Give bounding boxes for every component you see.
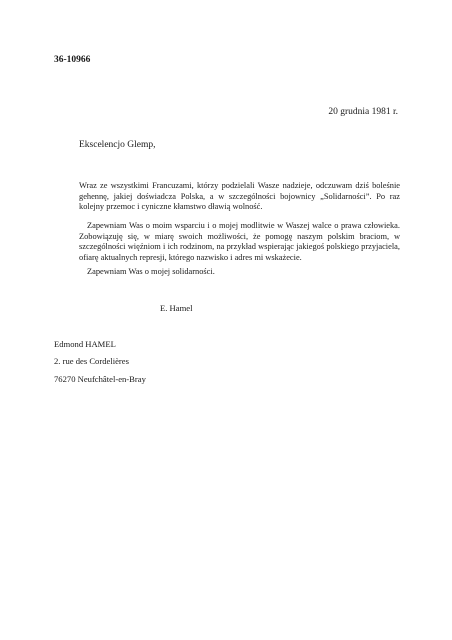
sender-name: Edmond HAMEL bbox=[54, 339, 116, 349]
letter-paragraph: Zapewniam Was o moim wsparciu i o mojej modlitwie w Waszej walce o prawa człowieka. Zobowiązuję się, w miarę swoich możliwości, że pomogę naszym polskim braciom, w szczególności więźniom i ich rodzinom, na przykład wspierając jakiegoś polskiego przyjaciela, ofiarę aktualnych represji, którego nazwisko i adres mi wskażecie. bbox=[79, 221, 400, 262]
letter-paragraph: Wraz ze wszystkimi Francuzami, którzy podzielali Wasze nadzieje, odczuwam dziś boleśnie gehennę, jakiej doświadcza Polska, a w szczególności bojownicy „Solidarności”. Po raz kolejny przemoc i cyniczne kłamstwo dławią wolność. bbox=[79, 181, 400, 211]
document-reference-number: 36-10966 bbox=[54, 55, 91, 65]
sender-street: 2. rue des Cordelières bbox=[54, 356, 129, 366]
letter-date: 20 grudnia 1981 r. bbox=[328, 107, 398, 117]
letter-signature: E. Hamel bbox=[160, 303, 193, 313]
letter-paragraph: Zapewniam Was o mojej solidarności. bbox=[87, 267, 215, 276]
sender-city: 76270 Neufchâtel-en-Bray bbox=[54, 374, 146, 384]
letter-salutation: Ekscelencjo Glemp, bbox=[79, 140, 156, 150]
